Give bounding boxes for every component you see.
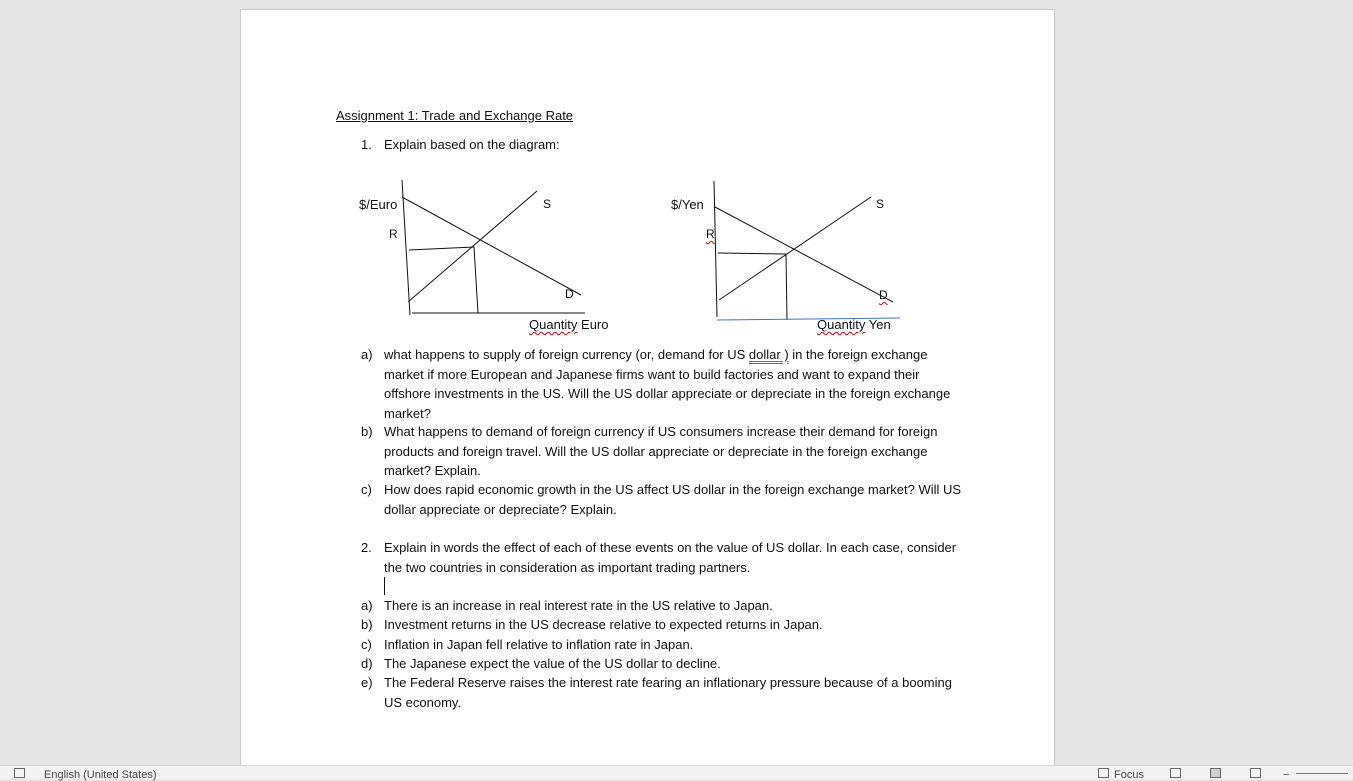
euro-ylabel: $/Euro bbox=[359, 197, 398, 212]
q1b-text: What happens to demand of foreign currency if US consumers increase their demand for foreign products and foreign travel. Will the US dollar appreciate or depreciate in the foreign exchange market? Explain. bbox=[384, 424, 938, 478]
print-layout-icon[interactable] bbox=[1210, 768, 1221, 778]
document-title: Assignment 1: Trade and Exchange Rate bbox=[336, 108, 574, 123]
q1c-text: How does rapid economic growth in the US affect US dollar in the foreign exchange market? Will US dollar appreciate or depreciate? Explain. bbox=[384, 482, 962, 517]
text-cursor bbox=[384, 577, 385, 595]
euro-demand-label: D bbox=[565, 287, 574, 301]
focus-icon[interactable] bbox=[1098, 768, 1109, 778]
q2-number: 2. bbox=[361, 540, 372, 555]
zoom-slider[interactable] bbox=[1296, 773, 1348, 774]
yen-xlabel-rest: Yen bbox=[865, 317, 891, 332]
q1a-text-mark: dollar ) bbox=[748, 347, 789, 362]
exchange-rate-diagrams bbox=[241, 10, 1056, 350]
yen-y-axis bbox=[714, 181, 717, 317]
euro-r-label: R bbox=[389, 227, 398, 241]
q1-number: 1. bbox=[361, 137, 372, 152]
yen-supply-line bbox=[719, 197, 871, 300]
web-layout-icon[interactable] bbox=[1250, 768, 1261, 778]
yen-xlabel-word: Quantity bbox=[817, 317, 866, 332]
proofing-icon[interactable] bbox=[14, 768, 25, 778]
euro-supply-line bbox=[408, 191, 537, 302]
yen-equilibrium-v bbox=[786, 254, 787, 320]
yen-equilibrium-h bbox=[718, 253, 786, 254]
q1a-text-post: in the foreign exchange market if more European and Japanese firms want to build factories and want to expand their offshore investments in the US. Will the US dollar appreciate or depreciate in the foreign exchange market? bbox=[384, 347, 951, 421]
q1c-label: c) bbox=[361, 482, 372, 497]
yen-xlabel bbox=[817, 315, 891, 335]
euro-xlabel-word: Quantity bbox=[529, 317, 578, 332]
q1a-text-pre: what happens to supply of foreign currency (or, demand for US bbox=[384, 347, 749, 362]
yen-ylabel: $/Yen bbox=[671, 197, 704, 212]
q1a-label: a) bbox=[361, 347, 373, 362]
euro-xlabel-rest: Euro bbox=[577, 317, 609, 332]
q2e-label: e) bbox=[361, 675, 373, 690]
q2b-label: b) bbox=[361, 617, 373, 632]
document-page[interactable] bbox=[240, 9, 1055, 778]
yen-demand-line bbox=[715, 207, 893, 302]
q2b-text: Investment returns in the US decrease relative to expected returns in Japan. bbox=[384, 617, 823, 632]
q2a-text: There is an increase in real interest rate in the US relative to Japan. bbox=[384, 598, 773, 613]
euro-equilibrium-v bbox=[474, 247, 478, 313]
q2c-label: c) bbox=[361, 637, 372, 652]
q2a-label: a) bbox=[361, 598, 373, 613]
language-indicator[interactable]: English (United States) bbox=[44, 769, 157, 781]
yen-demand-label: D bbox=[879, 288, 888, 302]
euro-supply-label: S bbox=[543, 197, 552, 211]
focus-button[interactable]: Focus bbox=[1114, 769, 1144, 781]
q2d-label: d) bbox=[361, 656, 373, 671]
q2e-text: The Federal Reserve raises the interest rate fearing an inflationary pressure because of a booming US economy. bbox=[384, 675, 952, 710]
zoom-out-icon[interactable]: − bbox=[1283, 769, 1290, 781]
euro-xlabel bbox=[529, 315, 609, 335]
q1-text: Explain based on the diagram: bbox=[384, 137, 560, 152]
q2c-text: Inflation in Japan fell relative to inflation rate in Japan. bbox=[384, 637, 694, 652]
q1a-text bbox=[384, 345, 964, 423]
euro-demand-line bbox=[402, 197, 581, 295]
yen-supply-label: S bbox=[876, 197, 885, 211]
euro-equilibrium-h bbox=[409, 247, 474, 250]
yen-r-label: R bbox=[706, 227, 715, 241]
status-bar bbox=[0, 765, 1353, 779]
q2d-text: The Japanese expect the value of the US dollar to decline. bbox=[384, 656, 721, 671]
q1b-label: b) bbox=[361, 424, 373, 439]
q2-text: Explain in words the effect of each of these events on the value of US dollar. In each case, consider the two countries in consideration as important trading partners. bbox=[384, 540, 957, 575]
read-mode-icon[interactable] bbox=[1170, 768, 1181, 778]
